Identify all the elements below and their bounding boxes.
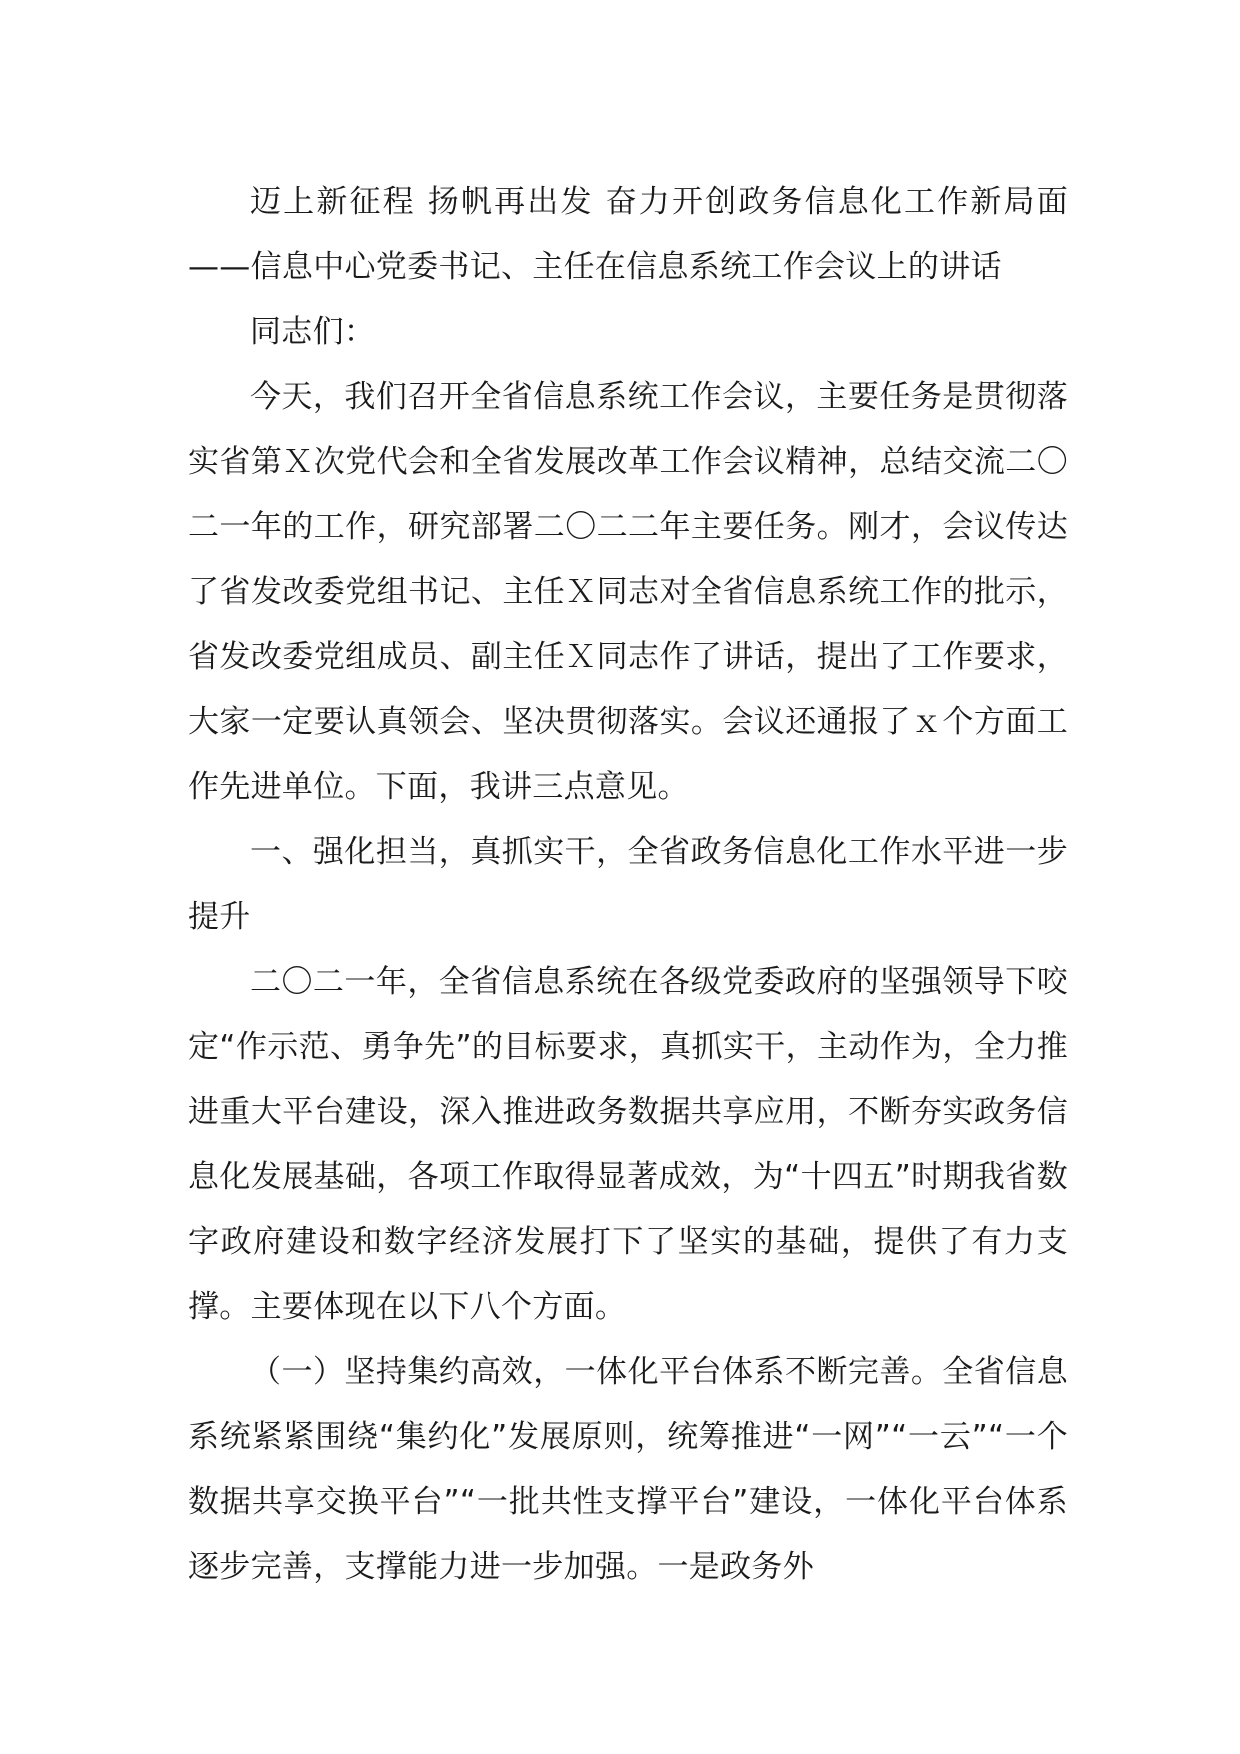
paragraph-summary: 二〇二一年，全省信息系统在各级党委政府的坚强领导下咬定“作示范、勇争先”的目标要求，真抓实干，主动作为，全力推进重大平台建设，深入推进政务数据共享应用，不断夯实政务信息化发展基础，各项工作取得显著成效，为“十四五”时期我省数字政府建设和数字经济发展打下了坚实的基础，提供了有力支撑。主要体现在以下八个方面。 (188, 964, 1068, 1325)
document-page (188, 170, 1068, 1600)
paragraph-subsection-1: （一）坚持集约高效，一体化平台体系不断完善。全省信息系统紧紧围绕“集约化”发展原则，统筹推进“一网”“一云”“一个数据共享交换平台”“一批共性支撑平台”建设，一体化平台体系逐步完善，支撑能力进一步加强。一是政务外 (188, 1354, 1068, 1585)
salutation: 同志们： (250, 314, 376, 350)
paragraph-intro: 今天，我们召开全省信息系统工作会议，主要任务是贯彻落实省第Ｘ次党代会和全省发展改革工作会议精神，总结交流二〇二一年的工作，研究部署二〇二二年主要任务。刚才，会议传达了省发改委党组书记、主任Ｘ同志对全省信息系统工作的批示，省发改委党组成员、副主任Ｘ同志作了讲话，提出了工作要求，大家一定要认真领会、坚决贯彻落实。会议还通报了ｘ个方面工作先进单位。下面，我讲三点意见。 (188, 379, 1068, 805)
section-heading-1: 一、强化担当，真抓实干，全省政务信息化工作水平进一步提升 (188, 834, 1068, 935)
document-title: 迈上新征程 扬帆再出发 奋力开创政务信息化工作新局面——信息中心党委书记、主任在信息系统工作会议上的讲话 (188, 184, 1068, 285)
